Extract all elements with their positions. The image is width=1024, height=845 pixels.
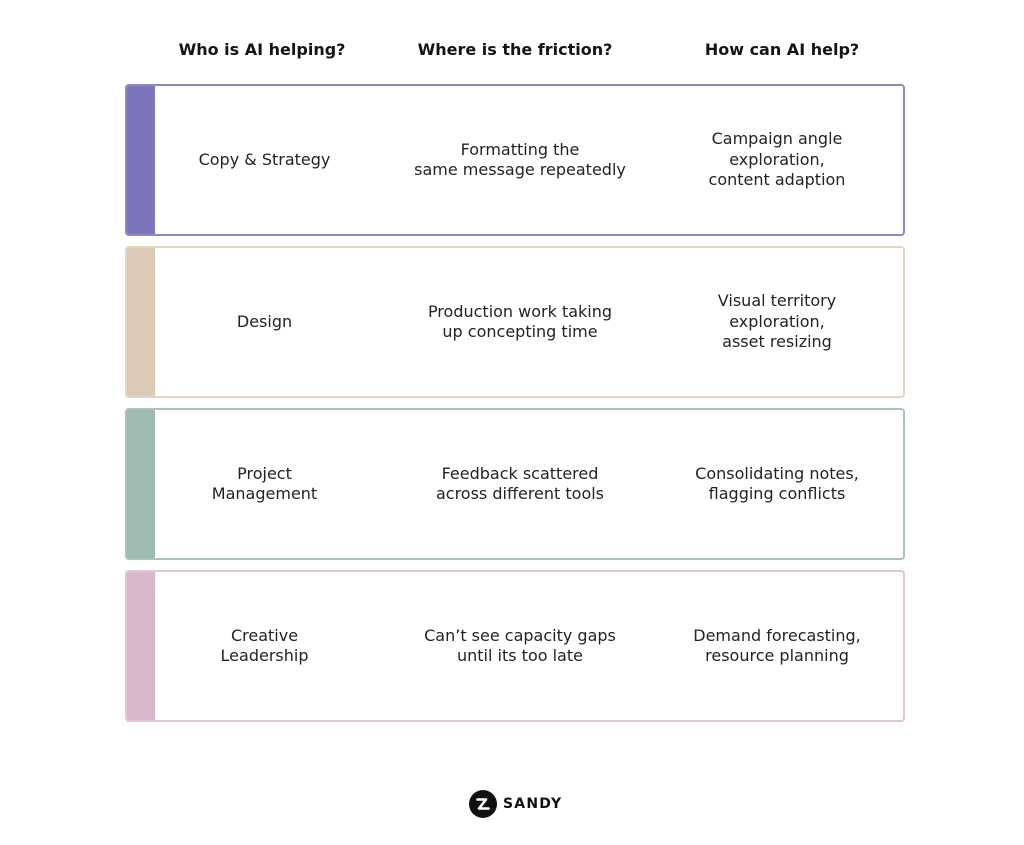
cell-help: Demand forecasting, resource planning	[693, 625, 861, 665]
cell-who: Project Management	[211, 463, 318, 503]
header-who: Who is AI helping?	[178, 40, 346, 59]
row-project-management	[125, 408, 905, 560]
cell-friction: Feedback scattered across different tools	[435, 463, 605, 503]
row-accent-bar	[127, 572, 155, 720]
cell-help: Campaign angle exploration, content adaption	[708, 129, 846, 190]
header-friction: Where is the friction?	[417, 40, 613, 59]
cell-who: Copy & Strategy	[198, 149, 331, 169]
row-design	[125, 246, 905, 398]
sandy-logo-icon	[469, 790, 497, 818]
rows-container	[125, 84, 905, 732]
cell-who: Creative Leadership	[220, 625, 309, 665]
row-accent-bar	[127, 410, 155, 558]
brand-name: SANDY	[503, 796, 563, 812]
cell-who: Design	[236, 311, 293, 331]
header-help: How can AI help?	[704, 40, 860, 59]
cell-friction: Production work taking up concepting time	[427, 301, 613, 341]
row-accent-bar	[127, 86, 155, 234]
cell-help: Consolidating notes, flagging conflicts	[695, 463, 859, 503]
row-copy-strategy	[125, 84, 905, 236]
cell-help: Visual territory exploration, asset resizing	[717, 291, 837, 352]
row-accent-bar	[127, 248, 155, 396]
cell-friction: Formatting the same message repeatedly	[414, 139, 626, 179]
row-creative-leadership	[125, 570, 905, 722]
column-headers	[0, 38, 1024, 62]
cell-friction: Can’t see capacity gaps until its too late	[424, 625, 616, 665]
sandy-logo	[469, 789, 562, 819]
